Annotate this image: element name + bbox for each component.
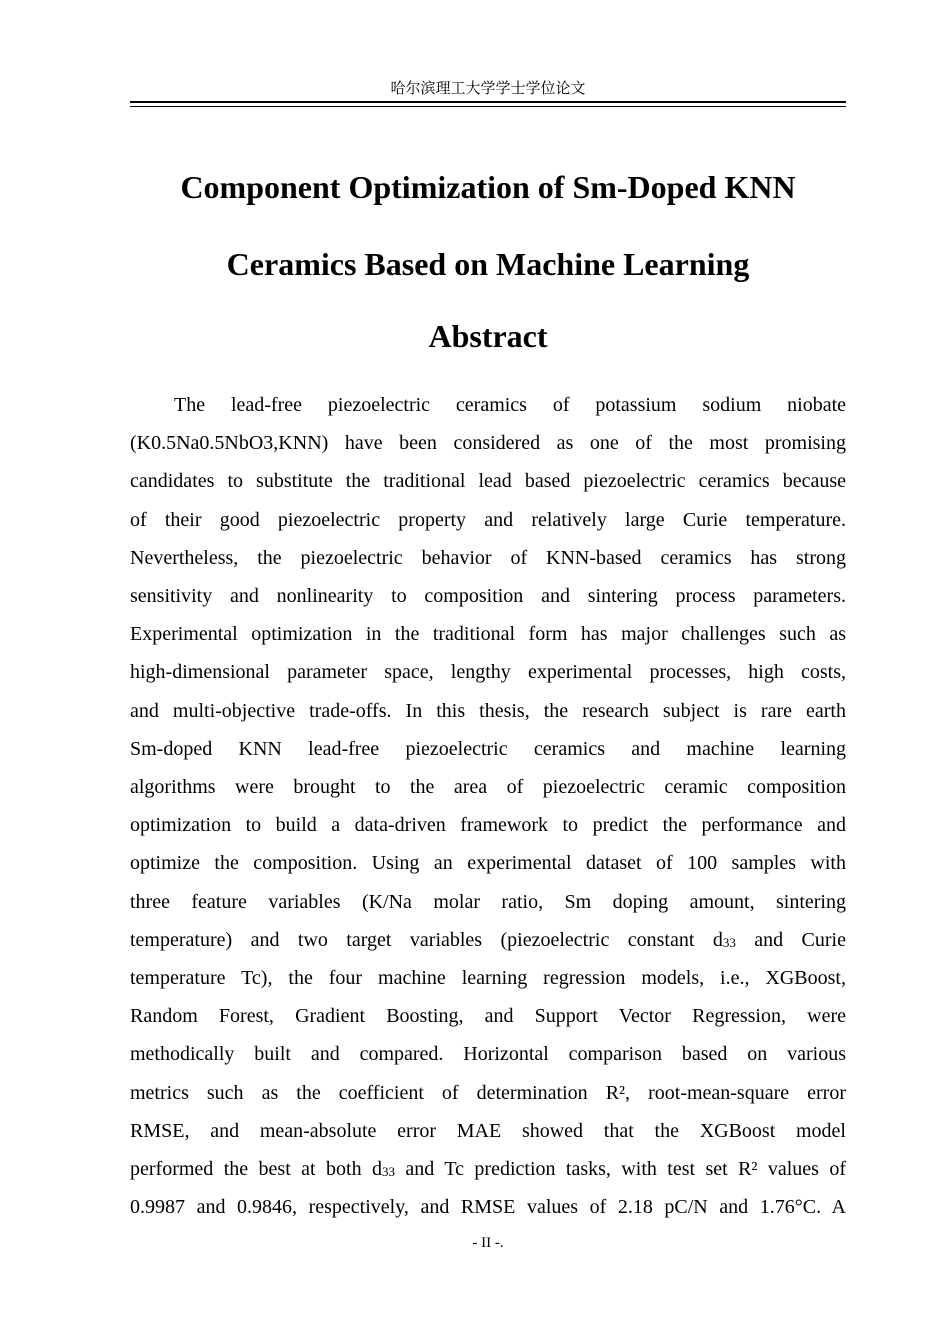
abstract-line: three feature variables (K/Na molar ratio, Sm doping amount, sintering [130, 890, 846, 913]
abstract-line: Random Forest, Gradient Boosting, and Support Vector Regression, were [130, 1005, 846, 1028]
abstract-line: algorithms were brought to the area of piezoelectric ceramic composition [130, 776, 846, 799]
abstract-line: methodically built and compared. Horizontal comparison based on various [130, 1043, 846, 1066]
running-header: 哈尔滨理工大学学士学位论文 [390, 79, 586, 97]
abstract-line: optimize the composition. Using an experimental dataset of 100 samples with [130, 852, 846, 875]
abstract-line: Sm-doped KNN lead-free piezoelectric ceramics and machine learning [130, 737, 846, 760]
abstract-line: Nevertheless, the piezoelectric behavior of KNN-based ceramics has strong [130, 546, 846, 569]
subscript: 33 [722, 934, 736, 950]
abstract-line: sensitivity and nonlinearity to composition and sintering process parameters. [130, 585, 846, 608]
abstract-line: temperature Tc), the four machine learning regression models, i.e., XGBoost, [130, 967, 846, 990]
abstract-line: Experimental optimization in the traditional form has major challenges such as [130, 623, 846, 646]
abstract-line: optimization to build a data-driven framework to predict the performance and [130, 814, 846, 837]
abstract-paragraph [130, 386, 846, 1226]
abstract-line: of their good piezoelectric property and relatively large Curie temperature. [130, 508, 846, 531]
text-segment: performed the best at both d [130, 1158, 382, 1181]
title-line-1: Component Optimization of Sm-Doped KNN [180, 169, 796, 205]
header-rule-thick [130, 101, 846, 103]
abstract-line: 0.9987 and 0.9846, respectively, and RMSE values of 2.18 pC/N and 1.76°C. A [130, 1196, 846, 1219]
text-segment: temperature) and two target variables (piezoelectric constant d [130, 928, 723, 951]
abstract-line: candidates to substitute the traditional lead based piezoelectric ceramics because [130, 470, 846, 493]
abstract-heading: Abstract [428, 318, 548, 354]
text-segment: and Tc prediction tasks, with test set R² values of [394, 1158, 847, 1181]
page-number: - II -. [472, 1235, 504, 1251]
abstract-line-d33 [130, 1150, 846, 1188]
abstract-line: metrics such as the coefficient of determination R², root-mean-square error [130, 1081, 846, 1104]
abstract-line: RMSE, and mean-absolute error MAE showed that the XGBoost model [130, 1119, 846, 1142]
abstract-line-d33 [130, 921, 846, 959]
abstract-line: high-dimensional parameter space, lengthy experimental processes, high costs, [130, 661, 846, 684]
title-line-2: Ceramics Based on Machine Learning [226, 246, 750, 282]
abstract-line: (K0.5Na0.5NbO3,KNN) have been considered as one of the most promising [130, 432, 846, 455]
thesis-title [130, 149, 846, 303]
subscript: 33 [381, 1164, 395, 1180]
text-segment: and Curie [735, 928, 846, 951]
abstract-line: The lead-free piezoelectric ceramics of potassium sodium niobate [174, 394, 846, 416]
abstract-line: and multi-objective trade-offs. In this thesis, the research subject is rare earth [130, 699, 846, 722]
header-rule-thin [130, 106, 846, 107]
